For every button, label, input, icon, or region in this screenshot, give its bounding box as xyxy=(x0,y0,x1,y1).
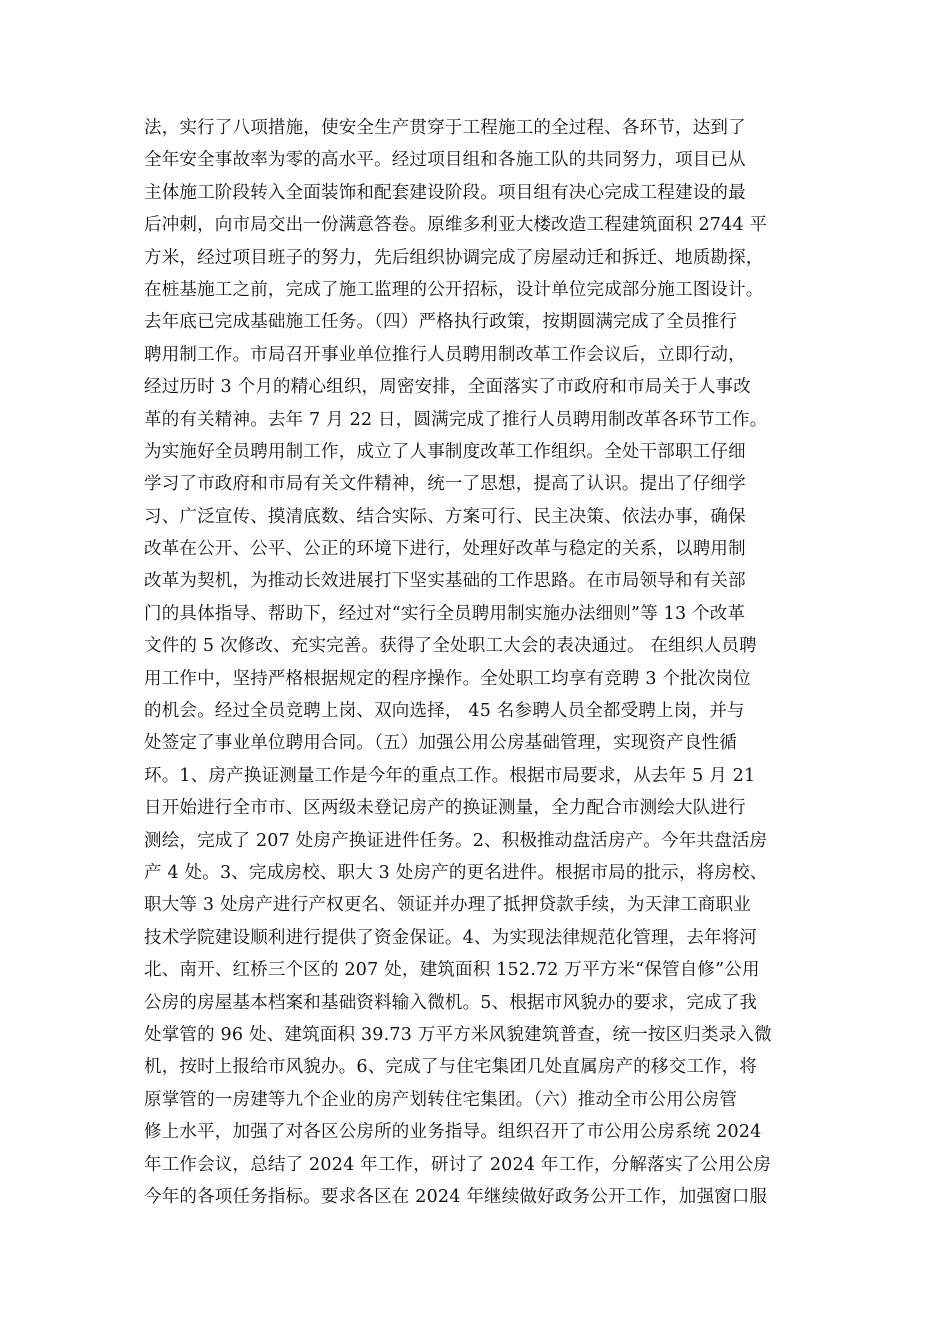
body-text xyxy=(144,112,814,1213)
text-line-3: 主体施工阶段转入全面装饰和配套建设阶段。项目组有决心完成工程建设的最 xyxy=(144,182,746,203)
text-line-19: 的机会。经过全员竞聘上岗、双向选择， 45 名参聘人员全都受聘上岗，并与 xyxy=(144,701,745,722)
text-line-6: 在桩基施工之前，完成了施工监理的公开招标，设计单位完成部分施工图设计。 xyxy=(144,279,764,300)
text-line-32: 修上水平，加强了对各区公房所的业务指导。组织召开了市公用公房系统 2024 xyxy=(144,1122,762,1143)
text-line-4: 后冲刺，向市局交出一份满意答卷。原维多利亚大楼改造工程建筑面积 2744 平 xyxy=(144,215,768,236)
text-line-21: 环。1、房产换证测量工作是今年的重点工作。根据市局要求，从去年 5 月 21 xyxy=(144,765,756,786)
text-line-26: 技术学院建设顺利进行提供了资金保证。4、为实现法律规范化管理，去年将河 xyxy=(144,927,758,948)
text-line-24: 产 4 处。3、完成房校、职大 3 处房产的更名进件。根据市局的批示，将房校、 xyxy=(144,862,768,883)
text-line-7: 去年底已完成基础施工任务。（四）严格执行政策，按期圆满完成了全员推行 xyxy=(144,312,738,333)
text-line-28: 公房的房屋基本档案和基础资料输入微机。5、根据市风貌办的要求，完成了我 xyxy=(144,992,758,1013)
text-line-15: 改革为契机，为推动长效进展打下坚实基础的工作思路。在市局领导和有关部 xyxy=(144,571,746,592)
text-line-18: 用工作中，坚持严格根据规定的程序操作。全处职工均享有竞聘 3 个批次岗位 xyxy=(144,668,751,689)
text-line-20: 处签定了事业单位聘用合同。（五）加强公用公房基础管理，实现资产良性循 xyxy=(144,733,738,754)
text-line-14: 改革在公开、公平、公正的环境下进行，处理好改革与稳定的关系，以聘用制 xyxy=(144,539,746,560)
text-line-13: 习、广泛宣传、摸清底数、结合实际、方案可行、民主决策、依法办事，确保 xyxy=(144,506,746,527)
text-line-1: 法，实行了八项措施，使安全生产贯穿于工程施工的全过程、各环节，达到了 xyxy=(144,118,746,138)
text-line-11: 为实施好全员聘用制工作，成立了人事制度改革工作组织。全处干部职工仔细 xyxy=(144,441,746,462)
text-line-31: 原掌管的一房建等九个企业的房产划转住宅集团。（六）推动全市公用公房管 xyxy=(144,1089,738,1110)
text-line-16: 门的具体指导、帮助下，经过对“实行全员聘用制实施办法细则”等 13 个改革 xyxy=(144,603,746,624)
text-line-30: 机，按时上报给市风貌办。6、完成了与住宅集团几处直属房产的移交工作，将 xyxy=(144,1057,758,1078)
text-line-34: 今年的各项任务指标。要求各区在 2024 年继续做好政务公开工作，加强窗口服 xyxy=(144,1186,768,1207)
text-line-23: 测绘，完成了 207 处房产换证进件任务。2、积极推动盘活房产。今年共盘活房 xyxy=(144,830,768,851)
text-line-22: 日开始进行全市市、区两级未登记房产的换证测量，全力配合市测绘大队进行 xyxy=(144,798,746,819)
text-line-29: 处掌管的 96 处、建筑面积 39.73 万平方米风貌建筑普查，统一按区归类录入微 xyxy=(144,1024,772,1045)
text-line-27: 北、南开、红桥三个区的 207 处，建筑面积 152.72 万平方米“保管自修”公用 xyxy=(144,960,760,981)
text-line-12: 学习了市政府和市局有关文件精神，统一了思想，提高了认识。提出了仔细学 xyxy=(144,474,746,495)
text-line-25: 职大等 3 处房产进行产权更名、领证并办理了抵押贷款手续，为天津工商职业 xyxy=(144,895,751,916)
text-line-9: 经过历时 3 个月的精心组织，周密安排，全面落实了市政府和市局关于人事改 xyxy=(144,377,751,398)
text-line-33: 年工作会议，总结了 2024 年工作，研讨了 2024 年工作，分解落实了公用公房 xyxy=(144,1154,772,1175)
text-line-17: 文件的 5 次修改、充实完善。获得了全处职工大会的表决通过。 在组织人员聘 xyxy=(144,636,757,657)
text-line-10: 革的有关精神。去年 7 月 22 日，圆满完成了推行人员聘用制改革各环节工作。 xyxy=(144,409,768,430)
text-line-8: 聘用制工作。市局召开事业单位推行人员聘用制改革工作会议后，立即行动， xyxy=(144,344,746,365)
text-line-5: 方米，经过项目班子的努力，先后组织协调完成了房屋动迁和拆迁、地质勘探， xyxy=(144,247,764,268)
text-line-2: 全年安全事故率为零的高水平。经过项目组和各施工队的共同努力，项目已从 xyxy=(144,150,746,171)
